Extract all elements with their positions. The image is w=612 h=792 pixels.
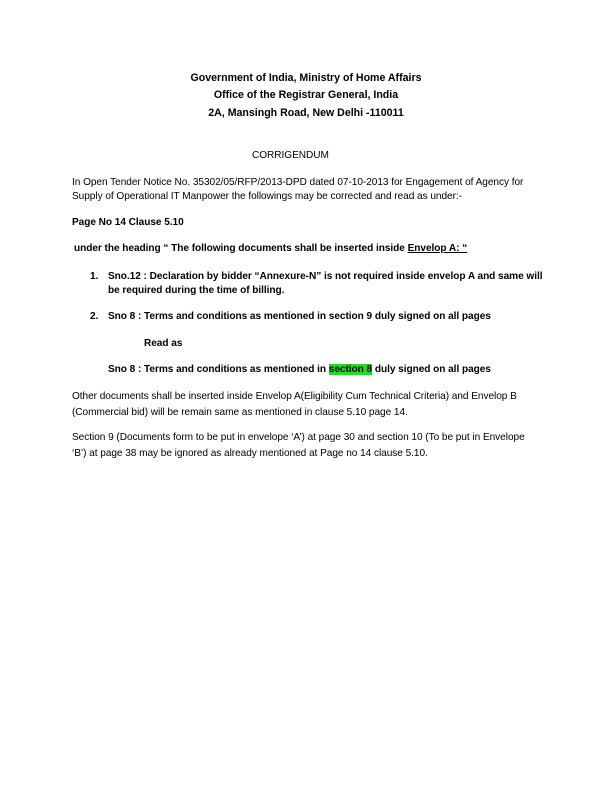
- para-1-line-2: (Commercial bid) will be remain same as mentioned in clause 5.10 page 14.: [72, 407, 408, 418]
- item-2-number: 2.: [90, 311, 99, 322]
- heading-envelop-a: Envelop A: “: [407, 243, 468, 254]
- read-as-label: Read as: [144, 338, 183, 349]
- header-office: Office of the Registrar General, India: [213, 89, 399, 101]
- heading-line: [74, 243, 467, 254]
- document-title: CORRIGENDUM: [252, 150, 329, 161]
- item-1-line-1: Sno.12 : Declaration by bidder “Annexure-N” is not required inside envelop A and same will: [108, 271, 543, 282]
- item-2-line-1: Sno 8 : Terms and conditions as mentioned in section 9 duly signed on all pages: [108, 311, 491, 322]
- header-ministry: Government of India, Ministry of Home Affairs: [190, 72, 422, 84]
- heading-prefix: under the heading “ The following documents shall be inserted inside: [74, 243, 408, 254]
- header-address: 2A, Mansingh Road, New Delhi -110011: [208, 107, 404, 119]
- page-reference: Page No 14 Clause 5.10: [72, 217, 184, 228]
- highlighted-section: section 8: [328, 364, 373, 375]
- intro-line-2: Supply of Operational IT Manpower the followings may be corrected and read as under:-: [72, 191, 462, 202]
- corrected-suffix: duly signed on all pages: [372, 364, 491, 375]
- corrected-prefix: Sno 8 : Terms and conditions as mentioned in: [108, 364, 329, 375]
- para-2-line-2: ‘B’) at page 38 may be ignored as already mentioned at Page no 14 clause 5.10.: [72, 448, 428, 459]
- item-1-number: 1.: [90, 271, 99, 282]
- corrected-line: [108, 364, 491, 375]
- para-1-line-1: Other documents shall be inserted inside Envelop A(Eligibility Cum Technical Criteria) and Envelop B: [72, 391, 517, 402]
- intro-line-1: In Open Tender Notice No. 35302/05/RFP/2013-DPD dated 07-10-2013 for Engagement of Agency for: [72, 177, 524, 188]
- para-2-line-1: Section 9 (Documents form to be put in envelope ‘A’) at page 30 and section 10 (To be put in Envelope: [72, 432, 525, 443]
- item-1-line-2: be required during the time of billing.: [108, 285, 285, 296]
